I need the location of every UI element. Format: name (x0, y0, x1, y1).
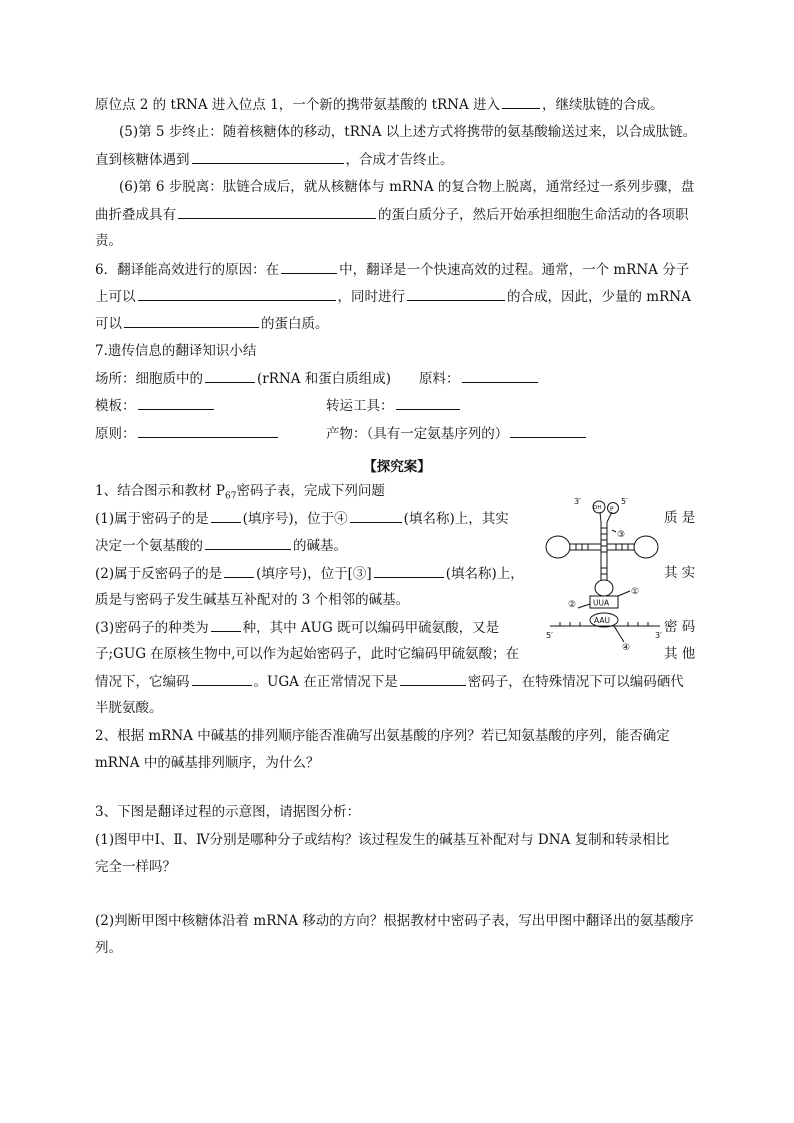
text-span: 的碱基。 (293, 538, 347, 554)
text-span: (rRNA 和蛋白质组成) (257, 371, 392, 387)
text-line (119, 178, 694, 196)
text-span: 密码子表，完成下列问题 (236, 483, 385, 499)
text-line (95, 150, 454, 169)
text-span: 其 他 (664, 646, 696, 662)
text-span: 半胱氨酸。 (95, 700, 163, 716)
blank[interactable] (205, 369, 255, 383)
text-span: 完全一样吗？ (95, 859, 176, 875)
text-line (95, 95, 664, 114)
text-span: 3、下图是翻译过程的示意图，请据图分析： (95, 804, 361, 820)
blank[interactable] (205, 536, 291, 550)
text-line (95, 287, 691, 306)
text-span: (6)第 6 步脱离：肽链合成后，就从核糖体与 mRNA 的复合物上脱离，通常经过一系列步骤，盘 (119, 179, 695, 195)
text-span: 原料： (419, 371, 460, 387)
blank[interactable] (224, 564, 254, 578)
text-span: 中，翻译是一个快速高效的过程。通常，一个 mRNA 分子 (339, 262, 690, 278)
t-loop (634, 536, 658, 558)
text-line (119, 123, 696, 141)
text-span: 曲折叠成具有 (95, 207, 176, 223)
text-line (95, 618, 499, 637)
blank[interactable] (374, 564, 444, 578)
question-3 (95, 803, 360, 821)
text-line (95, 699, 163, 717)
text-span: 场所：细胞质中的 (95, 371, 203, 387)
text-line (95, 232, 122, 250)
blank[interactable] (211, 618, 241, 632)
text-span: 其 实 (664, 565, 696, 581)
text-span: 子;GUG 在原核生物中,可以作为起始密码子，此时它编码甲硫氨酸；在 (95, 646, 520, 662)
text-line (95, 645, 519, 663)
text-span: 上可以 (95, 289, 136, 305)
question-1 (95, 482, 385, 506)
text-span: (3)密码子的种类为 (95, 620, 209, 636)
blank[interactable] (192, 150, 344, 164)
text-span: 直到核糖体遇到 (95, 152, 190, 168)
blank[interactable] (138, 424, 278, 438)
text-line (95, 912, 694, 930)
label-oh: OH (593, 505, 602, 511)
label-3prime-top: 3′ (574, 497, 581, 506)
blank[interactable] (400, 672, 466, 686)
text-line (95, 424, 280, 443)
text-span: 可以 (95, 316, 122, 332)
label-codon: AAU (594, 616, 610, 625)
blank[interactable] (124, 314, 259, 328)
label-5prime-top: 5′ (621, 497, 628, 506)
text-line (95, 672, 684, 691)
label-n3: ③ (617, 530, 626, 540)
text-span: 责。 (95, 233, 122, 249)
text-span: 产物：（具有一定氨基序列的） (326, 426, 509, 442)
section-title (95, 342, 256, 360)
text-span: 7.遗传信息的翻译知识小结 (95, 343, 257, 359)
label-3prime-bottom: 3′ (655, 631, 662, 640)
blank[interactable] (281, 260, 337, 274)
text-line (326, 396, 462, 415)
text-span: (2)判断甲图中核糖体沿着 mRNA 移动的方向？根据教材中密码子表，写出甲图中翻译出的氨基酸序 (95, 913, 694, 929)
blank[interactable] (502, 95, 540, 109)
text-span: 1、结合图示和教材 P (95, 483, 225, 499)
text-span: (1)属于密码子的是 (95, 511, 209, 527)
blank[interactable] (138, 287, 336, 301)
text-line (95, 831, 669, 849)
text-span: 原位点 2 的 tRNA 进入位点 1，一个新的携带氨基酸的 tRNA 进入 (95, 97, 501, 113)
text-line (95, 536, 347, 555)
text-line (95, 260, 689, 279)
blank[interactable] (211, 509, 241, 523)
text-span: mRNA 中的碱基排列顺序，为什么？ (95, 755, 320, 771)
text-line (95, 939, 122, 957)
label-n2: ② (568, 600, 577, 610)
text-span: 6．翻译能高效进行的原因：在 (95, 262, 280, 278)
text-span: 质是与密码子发生碱基互补配对的 3 个相邻的碱基。 (95, 592, 410, 608)
text-span: 67 (224, 491, 237, 502)
text-span: (2)属于反密码子的是 (95, 566, 223, 582)
label-n4: ④ (622, 643, 631, 652)
blank[interactable] (510, 424, 586, 438)
text-line (95, 205, 689, 224)
text-line (95, 509, 509, 528)
blank[interactable] (178, 205, 376, 219)
label-5prime-bottom: 5′ (546, 631, 553, 640)
text-span: (5)第 5 步终止：随着核糖体的移动，tRNA 以上述方式将携带的氨基酸输送过来，以合成肽链。 (119, 124, 697, 140)
text-span: (填名称)上，其实 (403, 511, 509, 527)
text-span: 转运工具： (326, 398, 394, 414)
text-line (326, 424, 588, 443)
d-loop (546, 536, 570, 558)
text-span: ，同时进行 (337, 289, 405, 305)
text-line (95, 564, 524, 583)
label-n1: ① (631, 587, 640, 597)
text-line (95, 858, 176, 876)
text-span: 情况下，它编码 (95, 674, 190, 690)
text-span: (填序号)，位于④ (242, 511, 348, 527)
blank[interactable] (462, 369, 538, 383)
text-span: ，继续肽链的合成。 (542, 97, 664, 113)
text-span: 2、根据 mRNA 中碱基的排列顺序能否准确写出氨基酸的序列？若已知氨基酸的序列，能否确定 (95, 728, 670, 744)
anticodon-loop (595, 580, 613, 596)
trna-diagram (540, 492, 670, 652)
text-span: 密码子，在特殊情况下可以编码硒代 (467, 674, 684, 690)
question-2 (95, 727, 670, 745)
heading: 【探究案】 (363, 459, 431, 475)
text-span: 。UGA 在正常情况下是 (253, 674, 398, 690)
text-span: 的合成，因此，少量的 mRNA (507, 289, 691, 305)
text-span: 的蛋白质分子，然后开始承担细胞生命活动的各项职 (378, 207, 689, 223)
blank[interactable] (396, 396, 460, 410)
text-line (95, 396, 216, 415)
blank[interactable] (350, 509, 402, 523)
text-span: 的蛋白质。 (261, 316, 329, 332)
text-span: (1)图甲中Ⅰ、Ⅱ、Ⅳ分别是哪种分子或结构？该过程发生的碱基互补配对与 DNA 复制和转录相比 (95, 832, 670, 848)
text-line (95, 591, 409, 609)
text-span: 决定一个氨基酸的 (95, 538, 203, 554)
text-line (95, 369, 540, 388)
blank[interactable] (138, 396, 214, 410)
text-span: ，合成才告终止。 (345, 152, 454, 168)
label-anticodon: UUA (593, 598, 610, 608)
blank[interactable] (407, 287, 505, 301)
text-span: 质 是 (664, 510, 696, 526)
text-span: 密 码 (664, 619, 696, 635)
text-span: 原则： (95, 426, 136, 442)
text-span: (填序号)，位于[③] (256, 566, 372, 582)
text-span: 模板： (95, 398, 136, 414)
text-span: (填名称)上， (445, 566, 524, 582)
text-span: 种，其中 AUG 既可以编码甲硫氨酸，又是 (242, 620, 500, 636)
label-p: P (610, 506, 614, 513)
text-line (95, 754, 319, 772)
text-line (95, 314, 329, 333)
blank[interactable] (192, 672, 252, 686)
text-span: 列。 (95, 940, 122, 956)
